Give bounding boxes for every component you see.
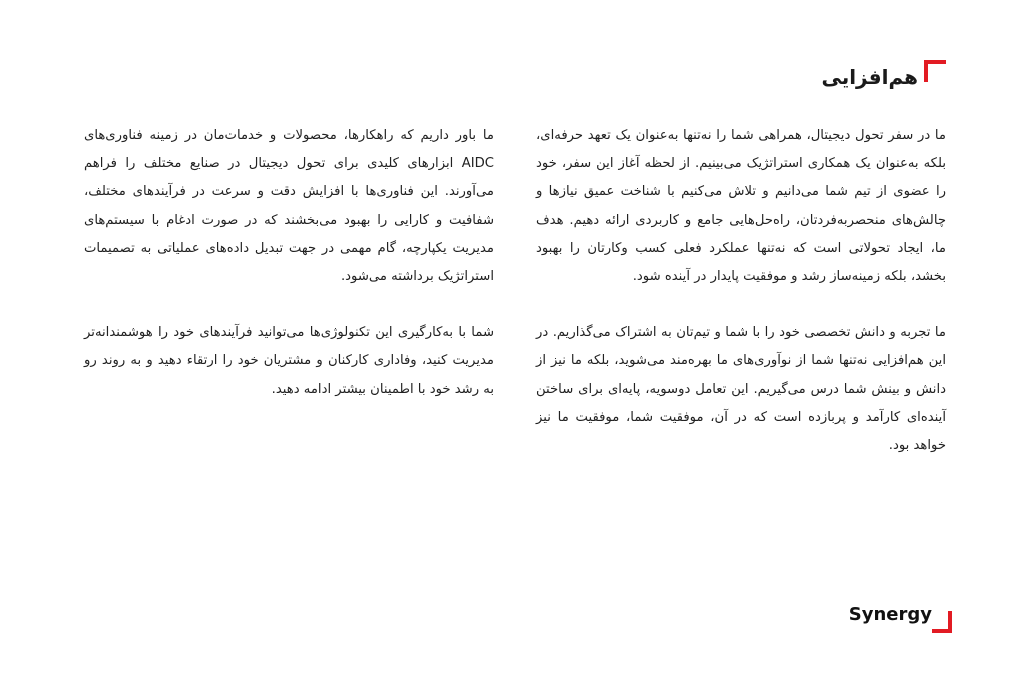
right-column — [536, 122, 946, 460]
corner-bracket-bottom — [932, 611, 952, 633]
left-paragraph-2: شما با به‌کارگیری این تکنولوژی‌ها می‌توانید فرآیندهای خود را هوشمندانه‌تر مدیریت کنید، وفاداری کارکنان و مشتریان خود را ارتقاء دهید و به روند رو به رشد خود با اطمینان بیشتر ادامه دهید. — [84, 325, 494, 397]
footer-brand: Synergy — [848, 604, 932, 625]
right-paragraph-2: ما تجربه و دانش تخصصی خود را با شما و تیم‌تان به اشتراک می‌گذاریم. در این هم‌افزایی نه‌تنها شما از نوآوری‌های ما بهره‌مند می‌شوید، بلکه ما نیز از دانش و بینش شما درس می‌گیریم. این تعامل دوسویه، پایه‌ای برای ساختن آینده‌ای کارآمد و پربازده است که در آن، موفقیت شما، موفقیت ما نیز خواهد بود. — [536, 325, 946, 454]
page-title: هم‌افزایی — [821, 65, 918, 89]
left-paragraph-1: ما باور داریم که راهکارها، محصولات و خدمات‌مان در زمینه فناوری‌های AIDC ابزارهای کلیدی برای تحول دیجیتال در صنایع مختلف را فراهم می‌آورند. این فناوری‌ها با افزایش دقت و سرعت در فرآیندهای مختلف، شفافیت و کارایی را بهبود می‌بخشند که در صورت ادغام با سیستم‌های مدیریت یکپارچه، گام مهمی در جهت تبدیل داده‌های عملیاتی به تصمیمات استراتژیک برداشته می‌شود. — [84, 128, 494, 285]
heading-container — [821, 60, 934, 94]
left-column — [84, 122, 494, 404]
right-paragraph-1: ما در سفر تحول دیجیتال، همراهی شما را نه‌تنها به‌عنوان یک تعهد حرفه‌ای، بلکه به‌عنوان یک همکاری استراتژیک می‌بینیم. از لحظه آغاز این سفر، خود را عضوی از تیم شما می‌دانیم و تلاش می‌کنیم با شناخت عمیق نیازها و چالش‌های منحصربه‌فردتان، راه‌حل‌هایی جامع و کاربردی ارائه دهیم. هدف ما، ایجاد تحولاتی است که نه‌تنها عملکرد فعلی کسب وکارتان را بهبود بخشد، بلکه زمینه‌ساز رشد و موفقیت پایدار در آینده شود. — [536, 128, 946, 285]
paragraph-gap — [536, 291, 946, 319]
paragraph-gap — [84, 291, 494, 319]
